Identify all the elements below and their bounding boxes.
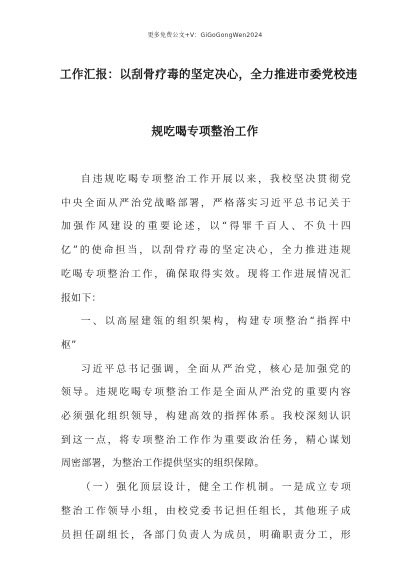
document-body: [61, 168, 351, 547]
body-line: 加强作风建设的重要论述，以“得罪千百人、不负十四: [61, 221, 351, 233]
subsection-line: （一）强化顶层设计，健全工作机制。一是成立专项: [80, 482, 351, 494]
body-line: 必须强化组织领导，构建高效的指挥体系。我校深刻认识: [61, 411, 351, 423]
body-line: 领导。违规吃喝专项整治工作是全面从严治党的重要内容: [61, 387, 351, 399]
body-line: 中央全面从严治党战略部署，严格落实习近平总书记关于: [61, 197, 351, 209]
body-line: 亿”的使命担当，以刮骨疗毒的坚定决心，全力推进违规: [61, 245, 351, 257]
body-line: 吃喝专项整治工作，确保取得实效。现将工作进展情况汇: [61, 268, 351, 280]
body-line: 员担任副组长，各部门负责人为成员，明确职责分工，形: [61, 529, 351, 541]
body-line: 习近平总书记强调，全面从严治党，核心是加强党的: [80, 363, 351, 375]
document-title-line-2: 规吃喝专项整治工作: [151, 124, 259, 138]
section-heading: 一、以高屋建瓴的组织架构，构建专项整治“指挥中: [80, 316, 351, 328]
body-line: 报如下：: [61, 292, 102, 304]
section-heading: 枢”: [61, 339, 77, 351]
body-line: 周密部署，为整治工作提供坚实的组织保障。: [61, 458, 265, 470]
document-title-line-1: 工作汇报：以刮骨疗毒的坚定决心，全力推进市委党校违: [60, 67, 358, 81]
body-line: 到这一点，将专项整治工作作为重要政治任务，精心谋划: [61, 434, 351, 446]
body-line: 整治工作领导小组，由校党委书记担任组长，其他班子成: [61, 505, 351, 517]
body-line: 自违规吃喝专项整治工作开展以来，我校坚决贯彻党: [80, 174, 351, 185]
header-note: 更多免费公文+V：GiGoGongWen2024: [147, 32, 263, 39]
